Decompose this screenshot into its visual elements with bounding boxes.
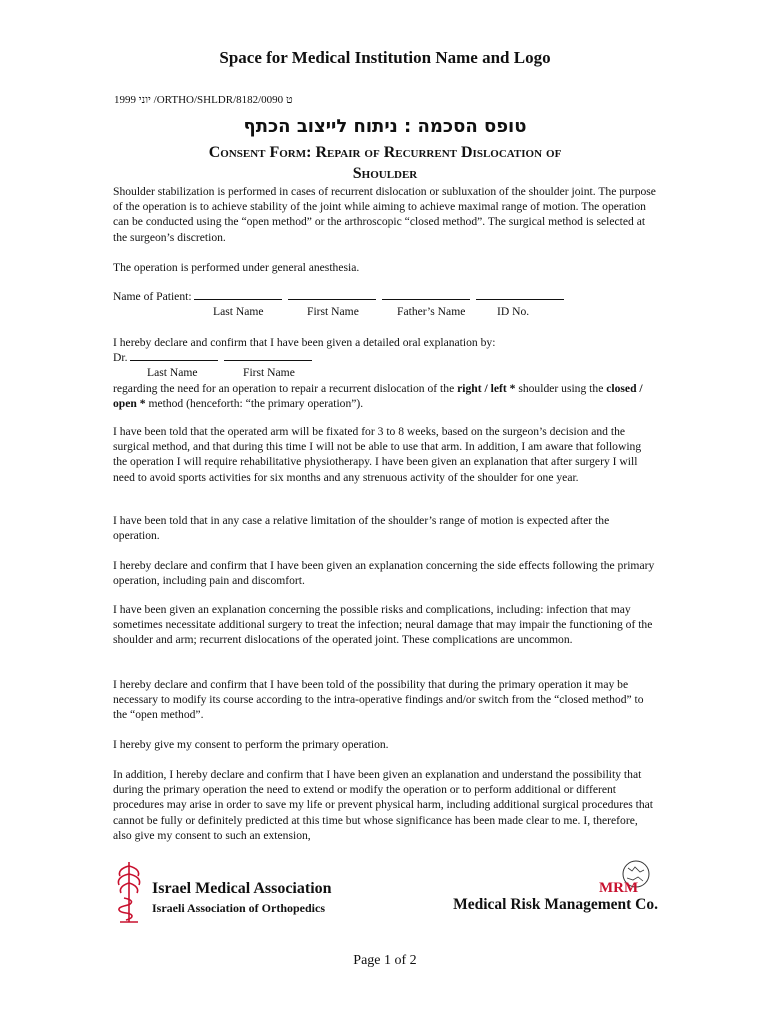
closed-open-option[interactable]: closed / open * xyxy=(113,381,643,410)
field-label-father-name: Father’s Name xyxy=(397,305,466,319)
patient-name-label: Name of Patient: xyxy=(113,290,192,303)
field-label-first-name: First Name xyxy=(307,305,359,319)
institution-placeholder: Space for Medical Institution Name and Logo xyxy=(219,48,551,67)
mrm-logo-block xyxy=(420,858,670,928)
doctor-field-label-last-name: Last Name xyxy=(147,366,198,380)
primary-consent-paragraph: I hereby give my consent to perform the primary operation. xyxy=(113,738,389,751)
side-effects-paragraph: I hereby declare and confirm that I have been given an explanation concerning the side effects following the primary operation, including pain and discomfort. xyxy=(113,559,655,588)
ima-emblem-icon xyxy=(112,858,146,926)
ima-name: Israel Medical Association xyxy=(152,880,332,897)
page-number: Page 1 of 2 xyxy=(353,953,417,968)
anesthesia-paragraph: The operation is performed under general anesthesia. xyxy=(113,261,360,274)
doctor-last-name-field[interactable] xyxy=(130,350,218,361)
doctor-field-label-first-name: First Name xyxy=(243,366,295,380)
patient-father-name-field[interactable] xyxy=(382,289,470,300)
patient-first-name-field[interactable] xyxy=(288,289,376,300)
limitation-paragraph: I have been told that in any case a relative limitation of the shoulder’s range of motion is expected after the operation. xyxy=(113,514,610,543)
regarding-sentence: regarding the need for an operation to repair a recurrent dislocation of the right / left * shoulder using the closed / open * method (henceforth: “the primary operation”). xyxy=(113,381,643,410)
form-reference-code: 1999 יוני /ORTHO/SHLDR/8182/0090 ט xyxy=(114,94,293,106)
mrm-name: Medical Risk Management Co. xyxy=(453,896,658,913)
form-title xyxy=(120,142,650,184)
modify-course-paragraph: I hereby declare and confirm that I have been told of the possibility that during the primary operation it may be necessary to modify its course according to the intra-operative findings and/or switch from the “closed method” to the “open method”. xyxy=(113,678,644,722)
extension-paragraph: In addition, I hereby declare and confirm that I have been given an explanation and understand the possibility that during the primary operation the need to extend or modify the operation or to perform additional or different procedures may arise in order to save my life or prevent physical harm, including additional surgical procedures that cannot be fully or definitely predicted at this time but whose significance has been made clear to me. I, therefore, also give my consent to such an extension, xyxy=(113,768,654,842)
ima-subtitle: Israeli Association of Orthopedics xyxy=(152,901,325,915)
ima-logo-block xyxy=(112,858,372,928)
fixation-paragraph: I have been told that the operated arm will be fixated for 3 to 8 weeks, based on the surgeon’s decision and the surgical method, and that during this time I will not be able to use that arm. In addition, I am aware that following the operation I will require rehabilitative physiotherapy. I have been given an explanation that after surgery I will need to avoid sports activities for six months and any strenuous activity of the shoulder for one year. xyxy=(113,425,642,484)
doctor-first-name-field[interactable] xyxy=(224,350,312,361)
intro-paragraph: Shoulder stabilization is performed in cases of recurrent dislocation or subluxation of the shoulder joint. The purpose of the operation is to achieve stability of the joint while aiming to achieve maximal range of motion. The operation can be conducted using the “open method” or the arthroscopic “closed method”. The surgical method is selected at the surgeon’s discretion. xyxy=(113,185,656,244)
field-label-id: ID No. xyxy=(497,305,530,319)
patient-name-section xyxy=(113,289,658,319)
mrm-logo-icon xyxy=(598,858,658,898)
right-left-option[interactable]: right / left * xyxy=(457,381,516,395)
hebrew-title: טופס הסכמה : ניתוח לייצוב הכתף xyxy=(243,116,527,137)
oral-explanation-section: I hereby declare and confirm that I have been given a detailed oral explanation by: Dr. Last Name First Name regarding the need for an operation to repair a recurrent dislocation of the right / left * shoulder using the closed / open * method (henceforth: “the primary operation”). xyxy=(113,335,658,411)
form-title-line-2: Shoulder xyxy=(352,165,418,182)
mrm-logo-text: MRM xyxy=(599,880,639,896)
risks-paragraph: I have been given an explanation concerning the possible risks and complications, including: infection that may sometimes necessitate additional surgery to treat the infection; neural damage that may impair the functioning of the shoulder and arm; recurrent dislocations of the operated joint. These complications are uncommon. xyxy=(113,603,653,647)
field-label-last-name: Last Name xyxy=(213,305,264,319)
patient-id-field[interactable] xyxy=(476,289,564,300)
doctor-label: Dr. xyxy=(113,351,128,365)
form-title-line-1: Consent Form: Repair of Recurrent Dislocation of xyxy=(208,144,562,161)
patient-last-name-field[interactable] xyxy=(194,289,282,300)
